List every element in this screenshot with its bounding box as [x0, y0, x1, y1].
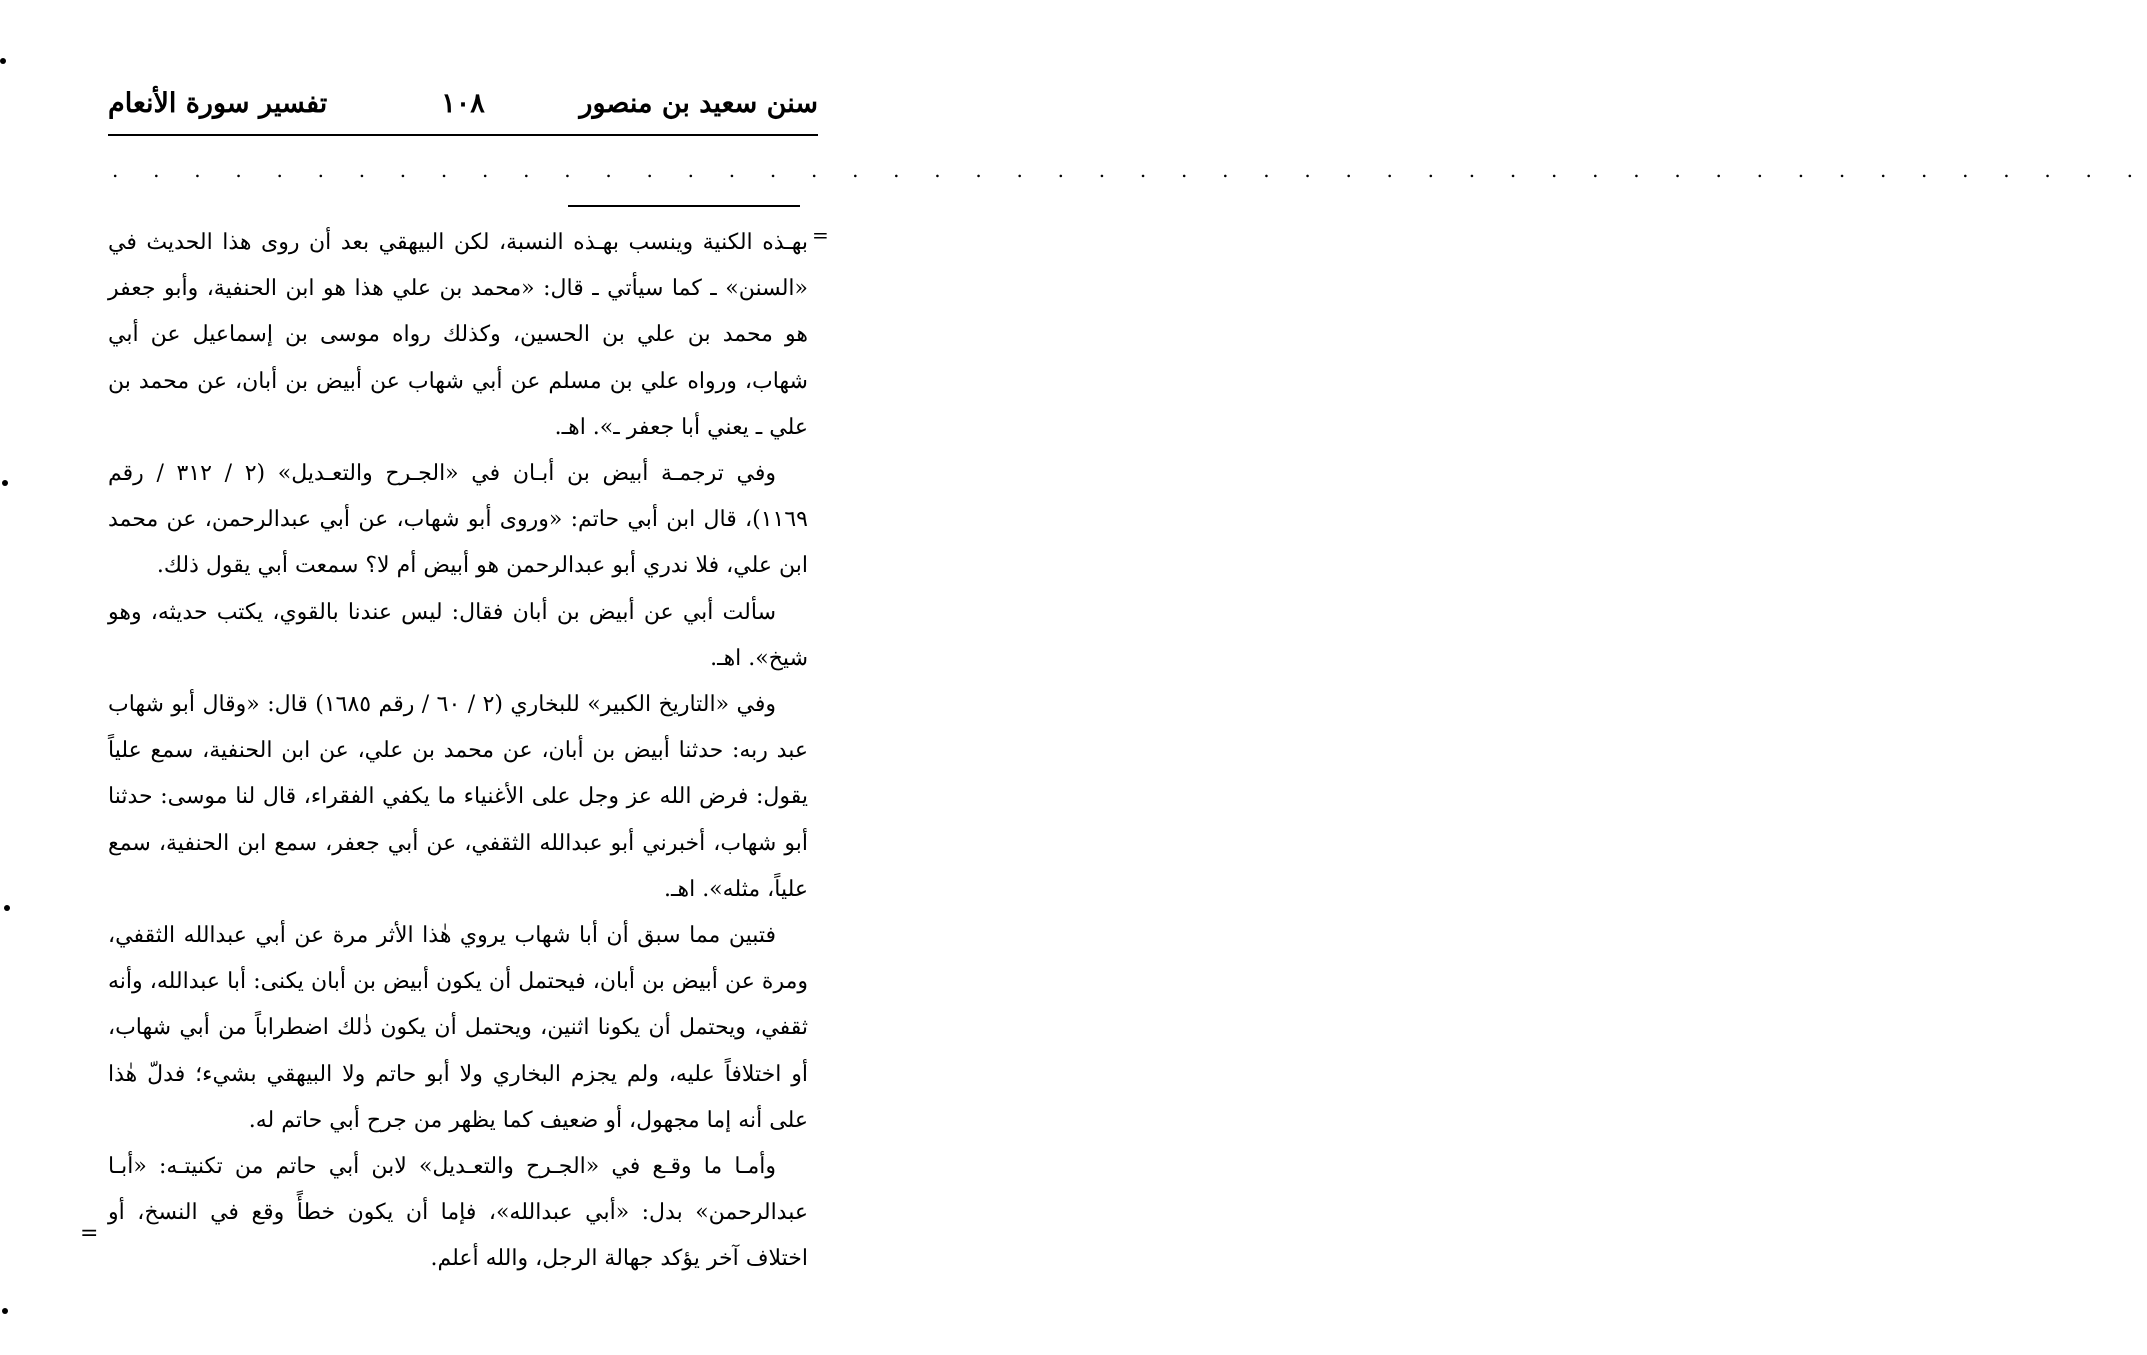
paragraph: فتبين مما سبق أن أبا شهاب يروي هٰذا الأثر مرة عن أبي عبدالله الثقفي، ومرة عن أبيض بن أبان، فيحتمل أن يكون أبيض بن أبان يكنى: أبا عبدالله، وأنه ثقفي، ويحتمل أن يكونا اثنين، ويحتمل أن يكون ذٰلك اضطراباً من أبي شهاب، أو اختلافاً عليه، ولم يجزم البخاري ولا أبو حاتم ولا البيهقي بشيء؛ فدلّ هٰذا على أنه إما مجهول، أو ضعيف كما يظهر من جرح أبي حاتم له. [108, 923, 808, 1133]
paragraph: وفي «التاريخ الكبير» للبخاري (٢ / ٦٠ / رقم ١٦٨٥) قال: «وقال أبو شهاب عبد ربه: حدثنا أبيض بن أبان، عن محمد بن علي، عن ابن الحنفية، سمع علياً يقول: فرض الله عز وجل على الأغنياء ما يكفي الفقراء، قال لنا موسى: حدثنا أبو شهاب، أخبرني أبو عبدالله الثقفي، عن أبي جعفر، سمع ابن الحنفية، سمع علياً، مثله». اهـ. [108, 692, 808, 902]
page-number: ١٠٨ [441, 88, 485, 119]
scan-speck [4, 905, 10, 911]
footnote-rule [568, 205, 800, 207]
paragraph: سألت أبي عن أبيض بن أبان فقال: ليس عندنا بالقوي، يكتب حديثه، وهو شيخ». اهـ. [108, 599, 808, 671]
book-title: سنن سعيد بن منصور [579, 88, 818, 119]
scan-speck [2, 480, 8, 486]
scan-speck [0, 58, 6, 64]
continuation-mark: = [812, 223, 829, 247]
header-rule [108, 134, 818, 136]
continuation-mark-end: = [80, 1221, 99, 1246]
scan-speck [2, 1308, 8, 1314]
paragraph: وأمـا ما وقـع في «الجـرح والتعـديل» لابن أبي حاتم من تكنيتـه: «أبـا عبدالرحمن» بدل: «أبي عبدالله»، فإما أن يكون خطأً وقع في النسخ، أو اختلاف آخر يؤكد جهالة الرجل، والله أعلم. [108, 1154, 808, 1272]
paragraph: وفي ترجمـة أبيض بن أبـان في «الجـرح والتعـديل» (٢ / ٣١٢ / رقم ١١٦٩)، قال ابن أبي حاتم: «وروى أبو شهاب، عن أبي عبدالرحمن، عن محمد ابن علي، فلا ندري أبو عبدالرحمن هو أبيض أم لا؟ سمعت أبي يقول ذلك. [108, 461, 808, 579]
footnote-body [108, 220, 808, 1283]
chapter-title: تفسير سورة الأنعام [108, 88, 328, 119]
paragraph: بهـذه الكنية وينسب بهـذه النسبة، لكن البيهقي بعد أن روى هذا الحديث في «السنن» ـ كما سيأتي ـ قال: «محمد بن علي هذا هو ابن الحنفية، وأبو جعفر هو محمد بن علي بن الحسين، وكذلك رواه موسى بن إسماعيل عن أبي شهاب، ورواه علي بن مسلم عن أبي شهاب عن أبيض بن أبان، عن محمد بن علي ـ يعني أبا جعفر ـ». اهـ. [108, 230, 808, 440]
running-header [108, 88, 818, 132]
dotted-separator: . . . . . . . . . . . . . . . . . . . . . . . . . . . . . . . . . . . . . . . . . . . . . . . . . . [112, 158, 2147, 182]
